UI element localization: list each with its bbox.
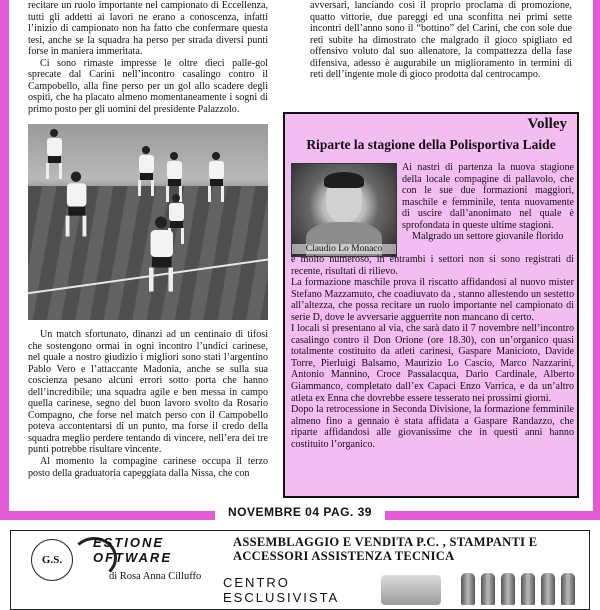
- paragraph: Dopo la retrocessione in Seconda Divisione, la formazione femminile almeno fino a gennaio è stata affidata a Gaspare Randazzo, che riparte affidandosi alle giovanissime che in questi anni hanno costituito l’organico.: [291, 404, 574, 450]
- page-frame-right: [593, 0, 600, 520]
- paragraph: recitare un ruolo importante nel campionato di Eccellenza, tutti gli addetti ai lavori ne erano a conoscenza, infatti l’inizio di campionato non ha fatto che confermare questa tesi, anche se la squadra ha perso per strada diversi punti forse in maniera immeritata.: [28, 0, 268, 58]
- ink-bottle-image: [521, 573, 535, 605]
- ad-centro-line1: CENTRO: [223, 575, 290, 590]
- printer-image: [381, 575, 441, 605]
- page-footer: NOVEMBRE 04 PAG. 39: [228, 505, 372, 519]
- article-column-left-bottom: [28, 329, 268, 479]
- paragraph: Ci sono rimaste impresse le oltre dieci palle-gol sprecate dal Carini nell’incontro casalingo contro il Campobello, alla fine perso per un gol allo scadere degli ospiti, che ha placato almeno momentaneamente i sogni di primo posto per gli uomini del presidente Palazzolo.: [28, 57, 268, 115]
- article-column-right-top: [310, 0, 572, 81]
- ad-centro-line2: ESCLUSIVISTA: [223, 590, 340, 605]
- company-name-line1: ESTIONE: [93, 535, 165, 550]
- paragraph: e molto numeroso, in entrambi i settori non si sono registrati di recente, risultati di rilievo.: [291, 254, 574, 277]
- advertisement: [10, 530, 590, 610]
- ink-bottle-image: [481, 573, 495, 605]
- ad-centro: [223, 575, 339, 605]
- section-label: Volley: [527, 116, 567, 132]
- volley-text-side: [402, 162, 574, 243]
- paragraph: I locali si presentano al via, che sarà dato il 7 novembre nell’incontro casalingo contro il Don Orione (ore 18.30), con un’organico quasi totalmente costituito da atleti carinesi, Gaspare Manicioto, Davide Torre, Pierluigi Balsamo, Maurizio Lo Cascio, Marco Nazzarini, Antonio Mannino, Croce Passalacqua, Dario Cardinale, Alberto Giammanco, completato dall’ex Capaci Enzo Varrica, e da un’altro atleta ex Enna che dovrebbe essere tesserato nei prossimi giorni.: [291, 323, 574, 404]
- product-images: [381, 569, 586, 609]
- gs-logo: G.S.: [31, 539, 73, 581]
- player-figure: [138, 146, 154, 196]
- player-figure: [46, 129, 62, 179]
- article-title: Riparte la stagione della Polisportiva Laide: [306, 137, 556, 152]
- page-frame-left: [0, 0, 9, 520]
- paragraph: Ai nastri di partenza la nuova stagione della locale compagine di pallavolo, che con le sue due formazioni maggiori, maschile e femminile, tenta nuovamente di uscire dall’anonimato nel quale è sprofondata in queste ultime stagioni.: [402, 162, 574, 231]
- article-column-left-top: [28, 0, 268, 115]
- ink-bottle-image: [561, 573, 575, 605]
- player-figure: [149, 217, 173, 292]
- ink-bottle-image: [501, 573, 515, 605]
- ink-bottle-image: [461, 573, 475, 605]
- ink-bottle-image: [541, 573, 555, 605]
- player-figure: [66, 172, 87, 237]
- paragraph: avversari, lanciando così il proprio proclama di promozione, quatto vittorie, due pareggi ed una sconfitta nei primi sette incontri dell’anno sono il “bottino” del Carini, che con sole due reti subite ha dimostrato che malgrado il gioco spigliato ed offensivo voluto dal suo allenatore, la compattezza della fase difensiva, adesso è augurabile un miglioramento in termini di reti dell’ingente mole di gioco prodotta dal centrocampo.: [310, 0, 572, 81]
- player-figure: [208, 152, 224, 202]
- paragraph: Un match sfortunato, dinanzi ad un centinaio di tifosi che sostengono ormai in ogni incontro l’undici carinese, nel quale a nostro giudizio i migliori sono stati l’argentino Pablo Vero e l’attaccante Madonia, anche se sulla sua coscienza pesano alcuni errori sotto porta che hanno dell’incredibile; una squadra agile e ben messa in campo quella carinese, segno del buon lavoro svolto da Rosario Compagno, che forse nel match perso con il Campobello poteva accontentarsi di un punto, ma forse il credo della squadra meglio perdere tentando di vincere, nell’era dei tre punti potrebbe risultare vincente.: [28, 329, 268, 456]
- pitch: [28, 186, 268, 320]
- volley-article-box: [283, 112, 579, 498]
- paragraph: Al momento la compagine carinese occupa il terzo posto della graduatoria capeggiata dalla Nissa, che con: [28, 456, 268, 479]
- photo-caption: Claudio Lo Monaco: [292, 244, 396, 254]
- paragraph: Malgrado un settore giovanile florido: [412, 231, 564, 243]
- volley-text-full: [291, 254, 574, 450]
- company-name: [93, 535, 172, 565]
- company-name-line2: OFTWARE: [93, 550, 172, 565]
- company-owner: di Rosa Anna Cilluffo: [109, 571, 202, 582]
- football-match-photo: [28, 124, 268, 320]
- portrait-photo: [291, 163, 397, 257]
- paragraph: La formazione maschile prova il riscatto affidandosi al nuovo mister Stefano Mazzamuto, che coadiuvato da , stanno allestendo un sestetto all’altezza, che possa recitare un ruolo importante nel campionato di serie D, dove le avversarie agguerrite non mancano di certo.: [291, 277, 574, 323]
- ad-headline: ASSEMBLAGGIO E VENDITA P.C. , STAMPANTI E ACCESSORI ASSISTENZA TECNICA: [233, 535, 538, 563]
